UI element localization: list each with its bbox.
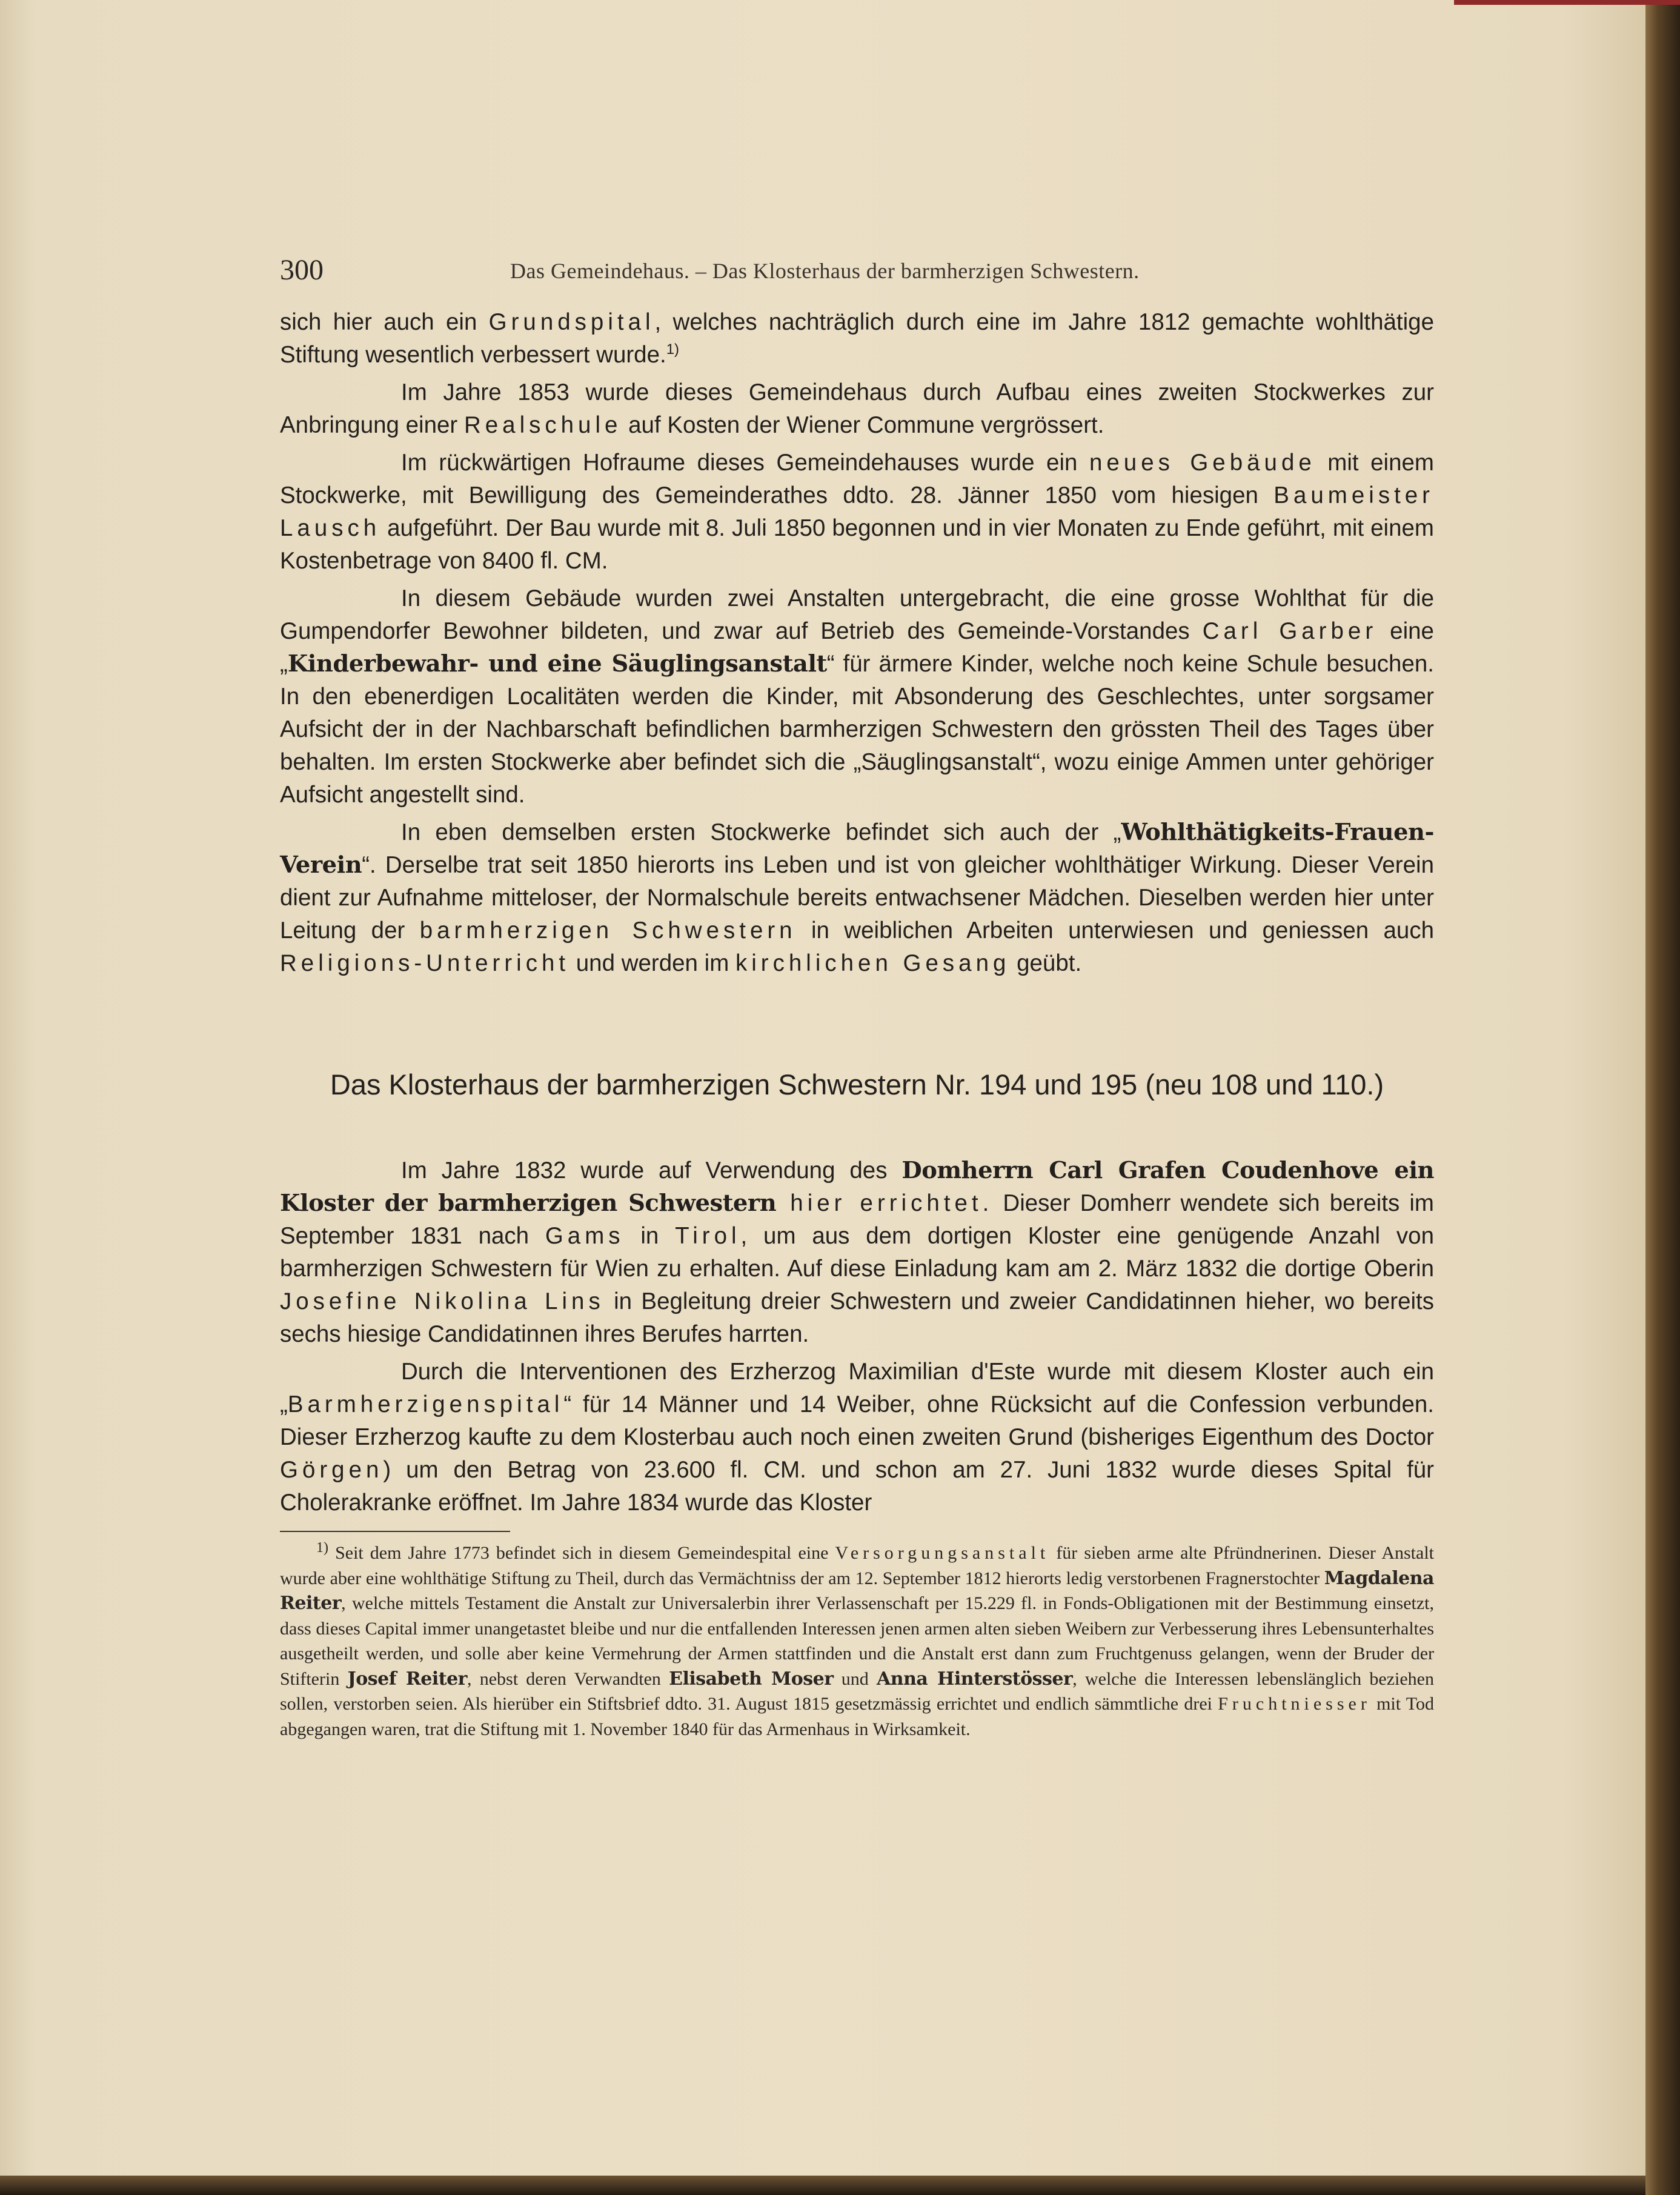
spaced-term: Realschule [463,412,622,438]
paragraph [280,582,1434,811]
page-header [280,253,1434,290]
text-run: und [833,1668,877,1689]
text-run: In eben demselben ersten Stockwerke befindet sich auch der „ [401,819,1121,845]
spaced-term: Religions-Unterricht [280,950,570,976]
text-run: und werden im [569,950,735,976]
fraktur-term: Josef Reiter [347,1668,467,1690]
spaced-term: Grundspital [488,309,655,335]
fraktur-term: Wohlthätigkeits-Frauen-Verein [280,819,1434,879]
paragraph [280,447,1434,578]
spaced-term: Fruchtniesser [1218,1694,1371,1714]
text-run: eine „ [280,618,1434,677]
text-run: sich hier auch ein [280,309,489,335]
fraktur-term: Domherrn Carl Grafen Coudenhove ein Kloster der barmherzigen Schwestern [280,1157,1434,1217]
text-run: in weiblichen Arbeiten unterwiesen und geniessen auch [796,918,1434,944]
fraktur-term: Kinderbewahr- und eine Säuglingsanstalt [287,650,827,678]
spaced-term: hier errichtet. [776,1190,994,1216]
text-run: Im rückwärtigen Hofraume dieses Gemeindehauses wurde ein [401,450,1089,476]
page-bottom-edge [0,2176,1645,2195]
section-heading: Das Klosterhaus der barmherzigen Schwestern Nr. 194 und 195 (neu 108 und 110.) [330,1068,1384,1101]
paragraph [280,1356,1434,1519]
text-run: , welches nachträglich durch eine im Jahre 1812 gemachte wohlthätige Stiftung wesentlich verbessert wurde. [280,309,1434,368]
spaced-term: kirchlichen Gesang [735,950,1011,976]
text-run: ) um den Betrag von 23.600 fl. CM. und schon am 27. Juni 1832 wurde dieses Spital für Cholerakranke eröffnet. Im Jahre 1834 wurde das Kloster [280,1457,1434,1516]
spaced-term: neues Gebäude [1089,450,1316,476]
text-run: für sieben arme alte Pfründnerinen. Dieser Anstalt wurde aber eine wohlthätige Stiftung zu Theil, durch das Vermächtniss der am 12. September 1812 hierorts ledig verstorbenen Fragnerstochter [280,1543,1434,1588]
footnotes [280,1540,1434,1742]
paragraph [280,376,1434,442]
text-run: “ für 14 Männer und 14 Weiber, ohne Rücksicht auf die Confession verbunden. Dieser Erzherzog kaufte zu dem Klosterbau auch noch einen zweiten Grund (bisheriges Eigenthum des Doctor [280,1391,1434,1450]
text-run: in [624,1223,676,1249]
text-run: Im Jahre 1853 wurde dieses Gemeindehaus durch Aufbau eines zweiten Stockwerkes zur Anbringung einer [280,379,1434,438]
text-run: aufgeführt. Der Bau wurde mit 8. Juli 1850 begonnen und in vier Monaten zu Ende geführt, mit einem Kostenbetrage von 8400 fl. CM. [280,515,1434,574]
footnote-reference: 1) [666,341,680,358]
text-run: Seit dem Jahre 1773 befindet sich in diesem Gemeindespital eine [328,1543,835,1563]
text-run: “ für ärmere Kinder, welche noch keine Schule besuchen. In den ebenerdigen Localitäten werden die Kinder, mit Absonderung des Geschlechtes, unter sorgsamer Aufsicht der in der Nachbarschaft befindlichen barmherzigen Schwestern den grössten Theil des Tages über behalten. Im ersten Stockwerke aber befindet sich die „Säuglingsanstalt“, wozu einige Ammen unter gehöriger Aufsicht angestellt sind. [280,651,1434,808]
text-run: Im Jahre 1832 wurde auf Verwendung des [401,1157,902,1184]
book-spine-edge [1645,0,1680,2195]
klosterhaus-text [280,1154,1434,1524]
text-run: In diesem Gebäude wurden zwei Anstalten untergebracht, die eine grosse Wohlthat für die Gumpendorfer Bewohner bildeten, und zwar auf Betrieb des Gemeinde-Vorstandes [280,585,1434,644]
fraktur-term: Magdalena Reiter [280,1567,1434,1614]
text-run: , welche die Interessen lebenslänglich beziehen sollen, verstorben seien. Als hierüber ein Stiftsbrief ddto. 31. August 1815 gesetzmässig errichtet und endlich sämmtliche drei [280,1668,1434,1714]
text-run: “. Derselbe trat seit 1850 hierorts ins Leben und ist von gleicher wohlthätiger Wirkung. Dieser Verein dient zur Aufnahme mitteloser, der Normalschule bereits entwachsener Mädchen. Dieselben werden hier unter Leitung der [280,852,1434,944]
footnote [280,1540,1434,1742]
gemeindehaus-text [280,306,1434,985]
paragraph [280,306,1434,371]
text-run: in Begleitung dreier Schwestern und zweier Candidatinnen hieher, wo bereits sechs hiesige Candidatinnen ihres Berufes harrten. [280,1288,1434,1347]
binding-ribbon [1454,0,1680,5]
fraktur-term: Elisabeth Moser [669,1668,834,1690]
footnote-divider [280,1531,510,1532]
text-run: , welche mittels Testament die Anstalt zur Universalerbin ihrer Verlassenschaft per 15.229 fl. in Fonds-Obligationen mit der Bestimmung einsetzt, dass dieses Capital immer unangetastet bleibe und nur die entfallenden Interessen jenen armen alten sieben Weibern zur Verbesserung ihres Lebensunterhaltes ausgetheilt werden, und solle aber keine Vermehrung der Armen stattfinden und die Anstalt erst dann zum Fruchtgenuss gelangen, wenn der Bruder der Stifterin [280,1593,1434,1689]
spaced-term: barmherzigen Schwestern [419,918,797,944]
spaced-term: Versorgungsanstalt [835,1543,1050,1563]
text-run: mit einem Stockwerke, mit Bewilligung des Gemeinderathes ddto. 28. Jänner 1850 vom hiesigen [280,450,1434,508]
paragraph [280,816,1434,980]
text-run: mit Tod abgegangen waren, trat die Stiftung mit 1. November 1840 für das Armenhaus in Wirksamkeit. [280,1694,1434,1739]
text-run: , um aus dem dortigen Kloster eine genügende Anzahl von barmherzigen Schwestern für Wien zu erhalten. Auf diese Einladung kam am 2. März 1832 die dortige Oberin [280,1223,1434,1282]
page-number: 300 [280,254,324,286]
fraktur-term: Anna Hinterstösser [877,1668,1073,1690]
running-head: Das Gemeindehaus. – Das Klosterhaus der barmherzigen Schwestern. [510,259,1140,283]
spaced-term: Gams [545,1223,625,1249]
spaced-term: Baumeister Lausch [280,482,1434,541]
spaced-term: Carl Garber [1202,618,1378,644]
spaced-term: Tirol [675,1223,741,1249]
text-run: , nebst deren Verwandten [467,1668,669,1689]
spaced-term: Görgen [280,1457,383,1483]
spaced-term: Josefine Nikolina Lins [280,1288,605,1314]
text-run: Durch die Interventionen des Erzherzog Maximilian d'Este wurde mit diesem Kloster auch ein „ [280,1359,1434,1417]
text-run: geübt. [1010,950,1082,976]
spaced-term: Barmherzigenspital [287,1391,564,1417]
text-run: auf Kosten der Wiener Commune vergrössert. [622,412,1104,438]
footnote-mark: 1) [316,1540,328,1556]
text-run: Dieser Domherr wendete sich bereits im September 1831 nach [280,1190,1434,1249]
paragraph [280,1154,1434,1351]
